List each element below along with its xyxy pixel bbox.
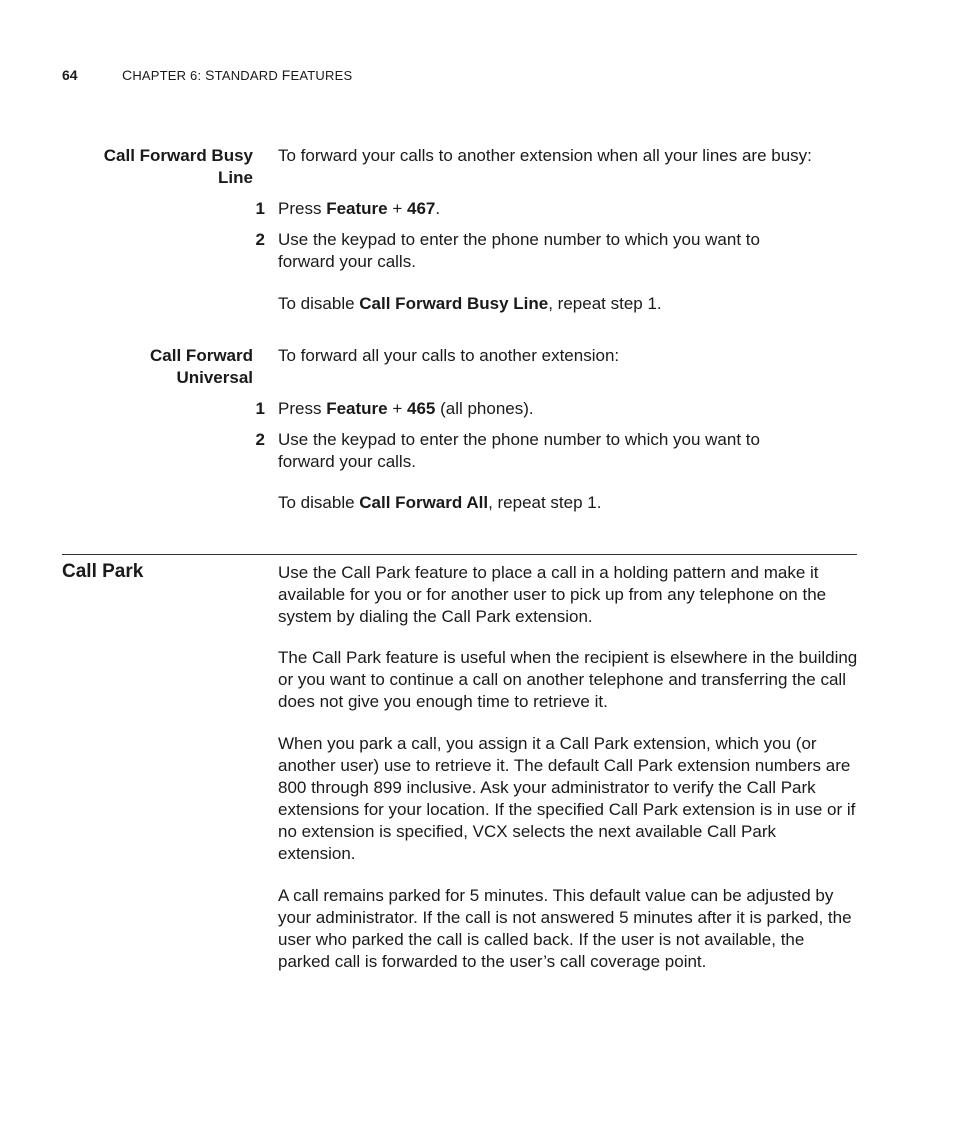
call-park-paragraph-1: Use the Call Park feature to place a call in a holding pattern and make it available for you or for another user to pick up from any telephone on the system by dialing the Call Park extension. xyxy=(278,563,827,626)
section-divider xyxy=(62,554,857,555)
busy-line-intro: To forward your calls to another extension when all your lines are busy: xyxy=(278,146,812,165)
call-park-paragraph-3: When you park a call, you assign it a Call Park extension, which you (or another user) use to retrieve it. The default Call Park extension numbers are 800 through 899 inclusive. Ask your administrator to verify the Call Park extensions for your location. If the specified Call Park extension is in use or if no extension is specified, VCX selects the next available Call Park extension. xyxy=(278,734,856,863)
section-title-call-park: Call Park xyxy=(62,561,144,582)
page-number: 64 xyxy=(62,67,78,83)
step-number: 1 xyxy=(255,199,265,218)
universal-intro: To forward all your calls to another extension: xyxy=(278,346,620,365)
universal-disable-note: To disable Call Forward All, repeat step 1. xyxy=(278,493,602,512)
busy-line-step-1: Press Feature + 467. xyxy=(278,199,441,218)
section-heading-busy-line: Call Forward Busy Line xyxy=(103,146,253,187)
busy-line-disable-note: To disable Call Forward Busy Line, repeat step 1. xyxy=(278,294,662,313)
step-number: 2 xyxy=(255,230,265,249)
chapter-title: CHAPTER 6: STANDARD FEATURES xyxy=(122,67,353,83)
step-number: 2 xyxy=(255,430,265,449)
section-heading-universal: Call Forward Universal xyxy=(150,346,253,387)
universal-step-2: Use the keypad to enter the phone number to which you want to forward your calls. xyxy=(278,430,760,471)
running-head xyxy=(62,67,352,83)
step-number: 1 xyxy=(255,399,265,418)
call-park-paragraph-4: A call remains parked for 5 minutes. This default value can be adjusted by your administrator. If the call is not answered 5 minutes after it is parked, the user who parked the call is called back. If the user is not available, the parked call is forwarded to the user’s call coverage point. xyxy=(278,886,852,971)
call-park-paragraph-2: The Call Park feature is useful when the recipient is elsewhere in the building or you want to continue a call on another telephone and transferring the call does not give you enough time to retrieve it. xyxy=(278,648,858,711)
universal-step-1: Press Feature + 465 (all phones). xyxy=(278,399,534,418)
busy-line-step-2: Use the keypad to enter the phone number to which you want to forward your calls. xyxy=(278,230,760,271)
